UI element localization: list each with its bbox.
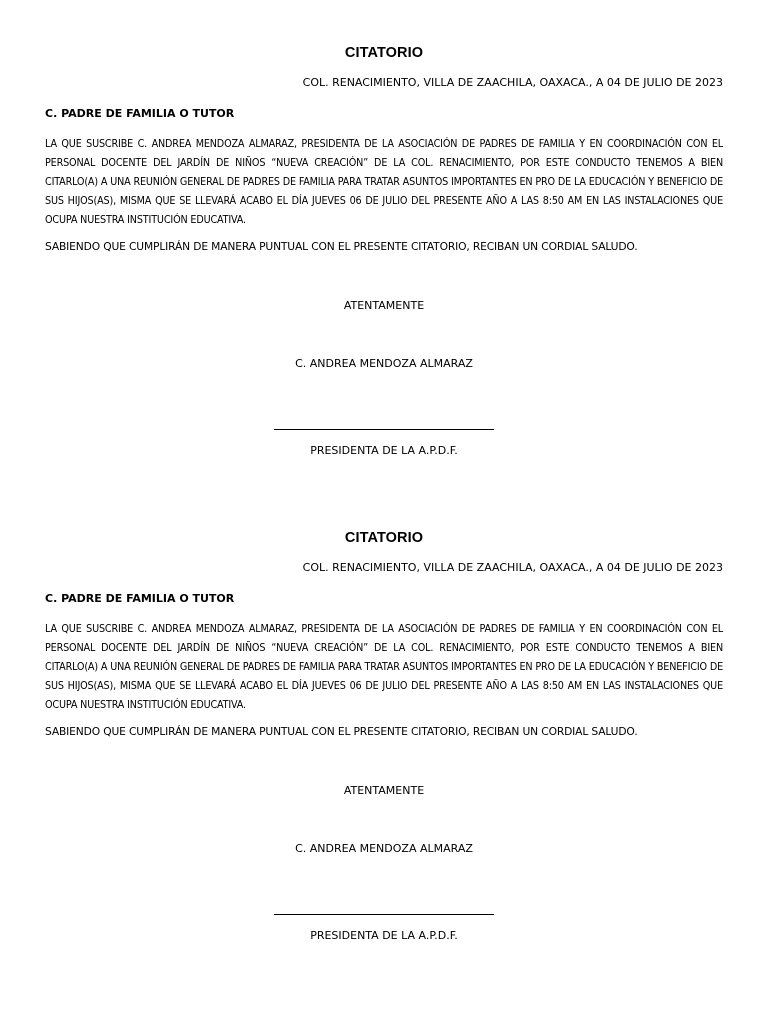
place-date-line: COL. RENACIMIENTO, VILLA DE ZAACHILA, OAXACA., A 04 DE JULIO DE 2023 [302, 76, 723, 89]
closing-paragraph: SABIENDO QUE CUMPLIRÁN DE MANERA PUNTUAL CON EL PRESENTE CITATORIO, RECIBAN UN CORDIAL SALUDO. [45, 240, 638, 253]
body-paragraph: LA QUE SUSCRIBE C. ANDREA MENDOZA ALMARAZ, PRESIDENTA DE LA ASOCIACIÓN DE PADRES DE FAMILIA Y EN COORDINACIÓN CON EL PERSONAL DOCENTE DEL JARDÍN DE NIÑOS “NUEVA CREACIÓN” DE LA COL. RENACIMIENTO, POR ESTE CONDUCTO TENEMOS A BIEN CITARLO(A) A UNA REUNIÓN GENERAL DE PADRES DE FAMILIA PARA TRATAR ASUNTOS IMPORTANTES EN PRO DE LA EDUCACIÓN Y BENEFICIO DE SUS HIJOS(AS), MISMA QUE SE LLEVARÁ ACABO EL DÍA JUEVES 06 DE JULIO DEL PRESENTE AÑO A LAS 8:50 AM EN LAS INSTALACIONES QUE OCUPA NUESTRA INSTITUCIÓN EDUCATIVA. [45, 137, 723, 226]
place-date-line: COL. RENACIMIENTO, VILLA DE ZAACHILA, OAXACA., A 04 DE JULIO DE 2023 [302, 561, 723, 574]
citatorio-copy-1 [0, 0, 768, 486]
signature-line [274, 914, 494, 915]
regards-line: ATENTAMENTE [343, 299, 425, 312]
signature-line [274, 429, 494, 430]
addressee: C. PADRE DE FAMILIA O TUTOR [45, 107, 235, 120]
signer-role: PRESIDENTA DE LA A.P.D.F. [310, 444, 458, 457]
signer-role: PRESIDENTA DE LA A.P.D.F. [310, 929, 458, 942]
signer-name: C. ANDREA MENDOZA ALMARAZ [295, 357, 473, 370]
body-paragraph: LA QUE SUSCRIBE C. ANDREA MENDOZA ALMARAZ, PRESIDENTA DE LA ASOCIACIÓN DE PADRES DE FAMILIA Y EN COORDINACIÓN CON EL PERSONAL DOCENTE DEL JARDÍN DE NIÑOS “NUEVA CREACIÓN” DE LA COL. RENACIMIENTO, POR ESTE CONDUCTO TENEMOS A BIEN CITARLO(A) A UNA REUNIÓN GENERAL DE PADRES DE FAMILIA PARA TRATAR ASUNTOS IMPORTANTES EN PRO DE LA EDUCACIÓN Y BENEFICIO DE SUS HIJOS(AS), MISMA QUE SE LLEVARÁ ACABO EL DÍA JUEVES 06 DE JULIO DEL PRESENTE AÑO A LAS 8:50 AM EN LAS INSTALACIONES QUE OCUPA NUESTRA INSTITUCIÓN EDUCATIVA. [45, 622, 723, 711]
document-title: CITATORIO [344, 530, 424, 546]
addressee: C. PADRE DE FAMILIA O TUTOR [45, 592, 235, 605]
document-title: CITATORIO [344, 45, 424, 61]
citatorio-copy-2 [0, 485, 768, 971]
signer-name: C. ANDREA MENDOZA ALMARAZ [295, 842, 473, 855]
regards-line: ATENTAMENTE [343, 784, 425, 797]
closing-paragraph: SABIENDO QUE CUMPLIRÁN DE MANERA PUNTUAL CON EL PRESENTE CITATORIO, RECIBAN UN CORDIAL SALUDO. [45, 725, 638, 738]
